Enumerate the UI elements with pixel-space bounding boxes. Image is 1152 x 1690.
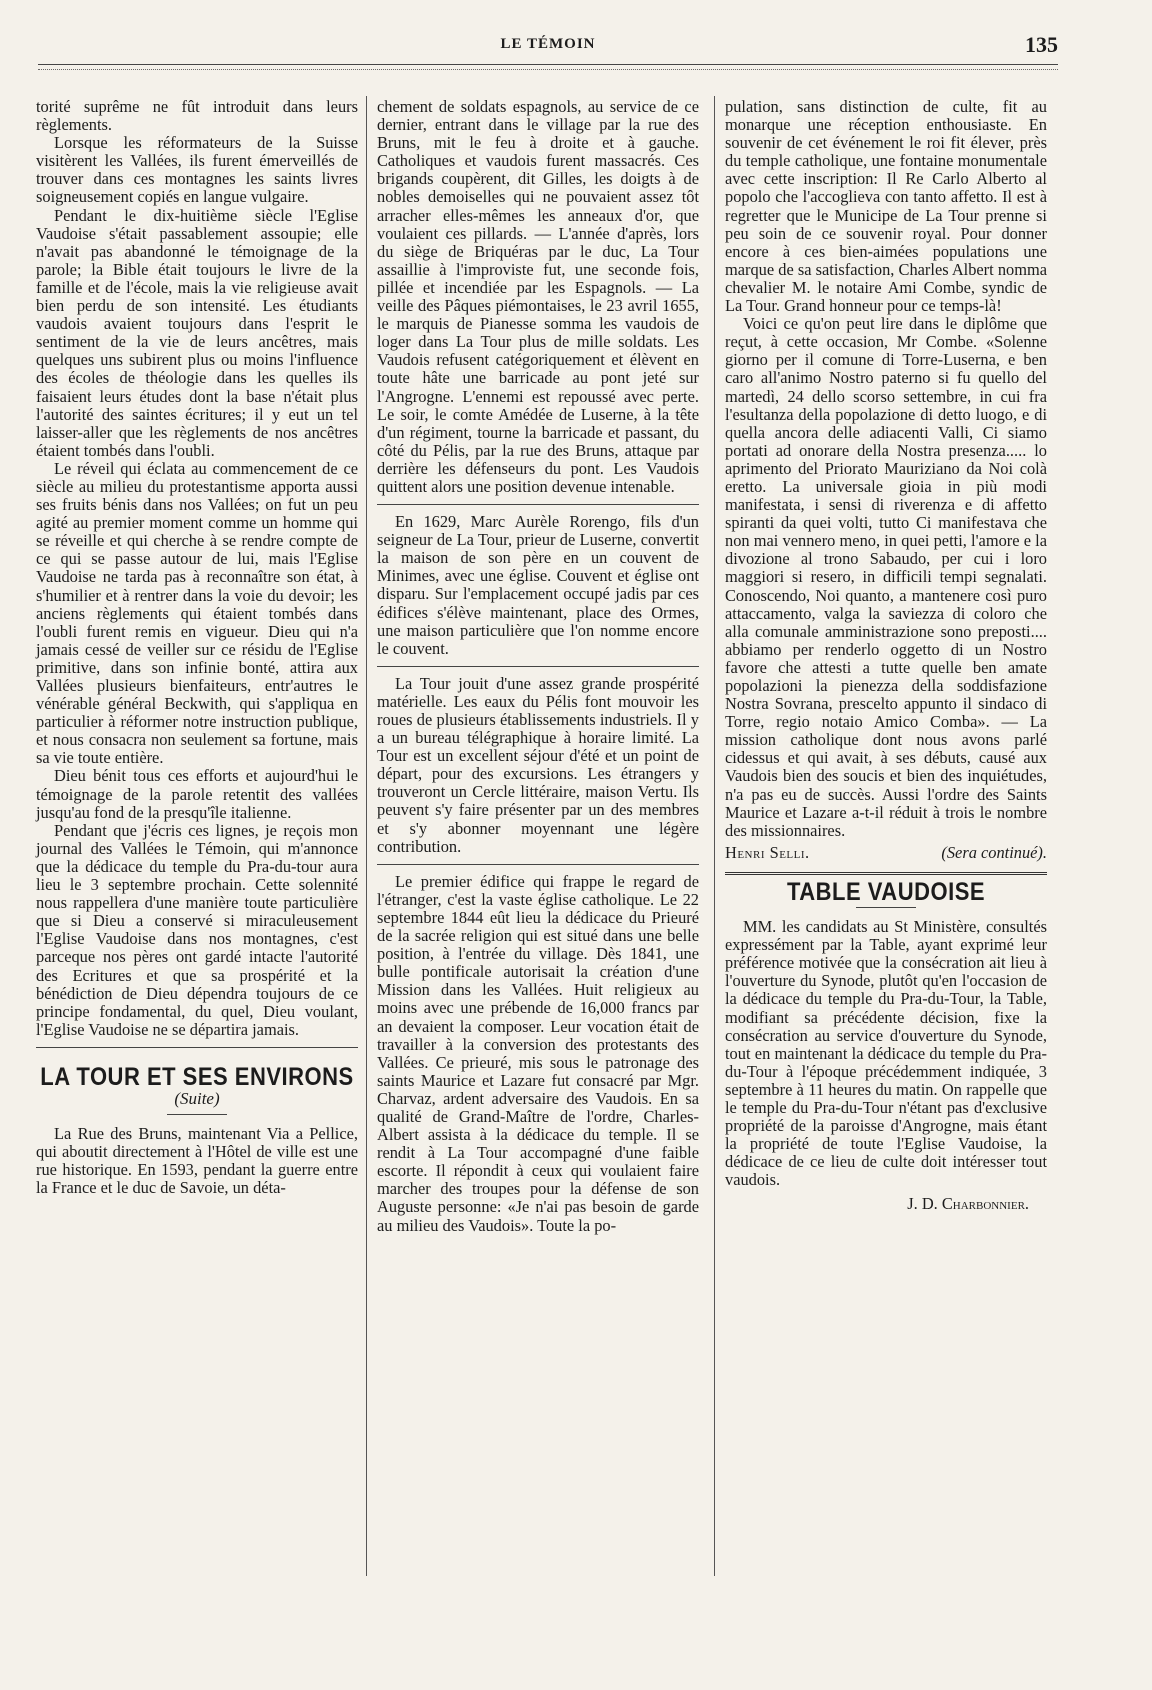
paragraph: Pendant que j'écris ces lignes, je reçois mon journal des Vallées le Témoin, qui m'annonce que la dédicace du temple du Pra-du-tour aura lieu le 3 septembre prochain. Cette solennité nous rappellera d'une manière toute particulière que si Dieu a conservé si miraculeusement l'Eglise Vaudoise dans nos montagnes, c'est parceque nos pères ont gardé intacte l'autorité des Ecritures et que sa prospérité et la bénédiction de Dieu dépendra toujours de ce principe fondamental, du quel, Dieu voulant, l'Eglise Vaudoise ne se départira jamais.	[36, 820, 358, 1039]
column-1	[36, 98, 358, 1197]
column-rule	[714, 96, 715, 1576]
paragraph: pulation, sans distinction de culte, fit au monarque une réception enthousiaste. En souvenir de cet événement le roi fit élever, près du temple catholique, une fontaine monumentale avec cette inscription: Il Re Carlo Alberto al popolo che l'accoglieva con tanto affetto. Il est à regretter que le Municipe de La Tour prenne si peu soin de ce souvenir royal. Pour donner encore à ces bien-aimées populations une marque de sa satisfaction, Charles Albert nomma chevalier M. le notaire Ami Combe, syndic de La Tour. Grand honneur pour ce temps-là!	[725, 97, 1047, 316]
section-divider	[377, 666, 699, 667]
section-divider	[377, 864, 699, 865]
paragraph: La Tour jouit d'une assez grande prospérité matérielle. Les eaux du Pélis font mouvoir les roues de plusieurs établissements industriels. Il y a un bureau télégraphique à horaire limité. La Tour est un excellent séjour d'été et un point de départ, pour des excursions. Les étrangers y trouveront un Cercle littéraire, maison Vertu. Ils peuvent s'y faire présenter par un des membres et s'y abonner moyennant une légère contribution.	[377, 673, 699, 856]
paragraph: Le premier édifice qui frappe le regard de l'étranger, c'est la vaste église catholique. Le 22 septembre 1844 eût lieu la dédicace du Prieuré de la sacrée religion qui est situé dans une belle position, à l'entrée du village. Dès 1841, une bulle pontificale autorisait la création d'une Mission dans les Vallées. Huit religieux au moins avec une prébende de 16,000 francs par an devaient la composer. Leur vocation était de travailler à la conversion des protestants des Vallées. Ce prieuré, mis sous le patronage des saints Maurice et Lazare fut consacré par Mgr. Charvaz, ardent adversaire des Vaudois. En sa qualité de Grand-Maître de l'ordre, Charles-Albert assista à la dédicace du temple. Il se rendit à La Tour accompagné d'une faible escorte. Il répondit à ceux qui voulaient faire marcher des troupes pour la défense de son Auguste personne: «Je n'ai pas besoin de garde au milieu des Vaudois». Toute la po-	[377, 871, 699, 1235]
paragraph: Le réveil qui éclata au commencement de ce siècle au milieu du protestantisme apporta aussi ses fruits bénis dans nos Vallées; on fut un peu agité au premier moment comme un homme qui se réveille et qui cherche à se rendre compte de ce qui se passe autour de lui, mais l'Eglise Vaudoise ne tarda pas à reconnaître son état, à s'humilier et à rentrer dans la voie du devoir; les anciens règlements qui étaient tombés dans l'oubli furent remis en vigueur. Dieu qui n'a jamais cessé de veiller sur ce résidu de l'Eglise primitive, dans son infinie bonté, attira aux Vallées plusieurs bienfaiteurs, entr'autres le vénérable général Beckwith, qui s'appliqua en particulier à réformer notre instruction publique, et nous consacra non seulement sa fortune, mais sa vie toute entière.	[36, 458, 358, 768]
signature-row	[725, 844, 1047, 862]
column-rule	[366, 96, 367, 1576]
header-rule	[38, 64, 1058, 70]
column-3	[725, 98, 1047, 1214]
paragraph: chement de soldats espagnols, au service de ce dernier, entrant dans le village par la rue des Bruns, mit le feu à droite et à gauche. Catholiques et vaudois furent massacrés. Ces brigands coupèrent, dit Gilles, les doigts à de nobles demoiselles qui ne pouvaient assez tôt arracher elles-mêmes les anneaux d'or, que voulaient ces pillards. — L'année d'après, lors du siège de Briquéras par le duc, La Tour assaillie à l'improviste fut, une seconde fois, pillée et incendiée par les Espagnols. — La veille des Pâques piémontaises, le 23 avril 1655, le marquis de Pianesse somma les vaudois de loger dans La Tour plus de mille soldats. Les Vaudois refusent catégoriquement et élèvent en toute hâte une barricade au pont jeté sur l'Angrogne. L'ennemi est repoussé avec perte. Le soir, le comte Amédée de Luserne, à la tête d'un régiment, tourne la barricade et passant, du côté du Pélis, par la rue des Bruns, attaque par derrière les défenseurs du pont. Les Vaudois quittent alors une position devenue intenable.	[377, 97, 699, 496]
section-divider	[725, 872, 1047, 875]
paragraph: La Rue des Bruns, maintenant Via a Pellice, qui aboutit directement à l'Hôtel de ville est une rue historique. En 1593, pendant la guerre entre la France et le duc de Savoie, un déta-	[36, 1124, 358, 1198]
author-signature: J. D. Charbonnier.	[907, 1194, 1029, 1214]
column-2	[377, 98, 699, 1235]
paragraph: Pendant le dix-huitième siècle l'Eglise Vaudoise s'était passablement assoupie; elle n'avait pas abandonné le témoignage de la parole; la Bible était toujours le livre de la famille et de l'école, mais la vie religieuse avait bien perdu de son intensité. Les étudiants vaudois avaient toujours dans l'esprit le sentiment de la vie de leurs ancêtres, mais quelques uns subirent plus ou moins l'influence des écoles de théologie dans les quelles ils faisaient leurs études dont la base n'était plus l'autorité des saintes écritures; il y eut un tel laisser-aller que les règlements de nos ancêtres étaient tombés dans l'oubli.	[36, 205, 358, 460]
page-header	[38, 30, 1058, 70]
section-divider	[36, 1047, 358, 1048]
section-subtitle: (Suite)	[174, 1088, 220, 1108]
author-signature: Henri Selli.	[725, 842, 810, 862]
short-divider	[856, 907, 916, 908]
running-title: LE TÉMOIN	[500, 36, 596, 52]
paragraph: En 1629, Marc Aurèle Rorengo, fils d'un seigneur de La Tour, prieur de Luserne, convertit la maison de son père en un couvent de Minimes, avec une église. Couvent et église ont disparu. Sur l'emplacement occupé jadis par ces édifices s'élève maintenant, place des Ormes, une maison particulière que l'on nomme encore le couvent.	[377, 512, 699, 658]
section-title: TABLE VAUDOISE	[786, 876, 986, 906]
paragraph: Voici ce qu'on peut lire dans le diplôme que reçut, à cette occasion, Mr Combe. «Solenne giorno per il comune di Torre-Luserna, e ben caro all'animo Nostro paterno si fu quello del martedì, 24 dello scorso settembre, in cui fra l'esultanza della popolazione di detto luogo, e di quella ancora delle adiacenti Valli, Ci siamo portati ad onorare della Nostra presenza..... lo aprimento del Priorato Mauriziano da Noi colà eretto. La universale gioia in più modi manifestata, i sensi di riverenza e di affetto spiranti da quei volti, tutto Ci manifestava che non mai vennero meno, in quei petti, l'amore e la divozione al trono Sabaudo, per cui i loro maggiori si resero, in difficili tempi segnalati. Conoscendo, Noi quanto, a mantenere così puro attaccamento, valga la saviezza di coloro che alla comunale amministrazione sono preposti.... abbiamo per renderlo oggetto di un Nostro favore che attesti a tutte quelle ben amate popolazioni la pienezza della soddisfazione Nostra Sovrana, prescelto appunto il sindaco di Torre, regio notaio Amico Comba». — La mission catholique dont nous avons parlé cidessus et qui avait, à ses débuts, causé aux Vaudois bien des soucis et bien des inquiétudes, n'a pas eu de succès. Aussi l'ordre des Saints Maurice et Lazare a-t-il réduit à trois le nombre des missionnaires.	[725, 314, 1047, 840]
page-number: 135	[1025, 32, 1058, 57]
paragraph: Dieu bénit tous ces efforts et aujourd'hui le témoignage de la parole retentit des vallées jusqu'au fond de la presqu'île italienne.	[36, 766, 358, 822]
section-divider	[377, 504, 699, 505]
section-title: LA TOUR ET SES ENVIRONS	[40, 1061, 354, 1091]
continued-note: (Sera continué).	[941, 842, 1047, 862]
paragraph: torité suprême ne fût introduit dans leurs règlements.	[36, 97, 358, 135]
short-divider	[167, 1114, 227, 1115]
paragraph: MM. les candidats au St Ministère, consultés expressément par la Table, ayant exprimé leur préférence motivée que la consécration ait lieu à l'ouverture du Synode, plutôt qu'en l'occasion de la dédicace du temple du Pra-du-Tour, la Table, modifiant sa précédente décision, fixe la consécration au service d'ouverture du Synode, tout en maintenant la dédicace du temple du Pra-du-Tour à l'époque précédemment indiquée, 3 septembre à 11 heures du matin. On rappelle que le temple du Pra-du-Tour n'étant pas d'exclusive propriété de la paroisse d'Angrogne, mais étant la propriété de toute l'Eglise Vaudoise, la dédicace de ce lieu de culte doit intéresser tout vaudois.	[725, 917, 1047, 1190]
paragraph: Lorsque les réformateurs de la Suisse visitèrent les Vallées, ils furent émerveillés de trouver dans ces montagnes les saints livres soigneusement copiés en langue vulgaire.	[36, 133, 358, 207]
